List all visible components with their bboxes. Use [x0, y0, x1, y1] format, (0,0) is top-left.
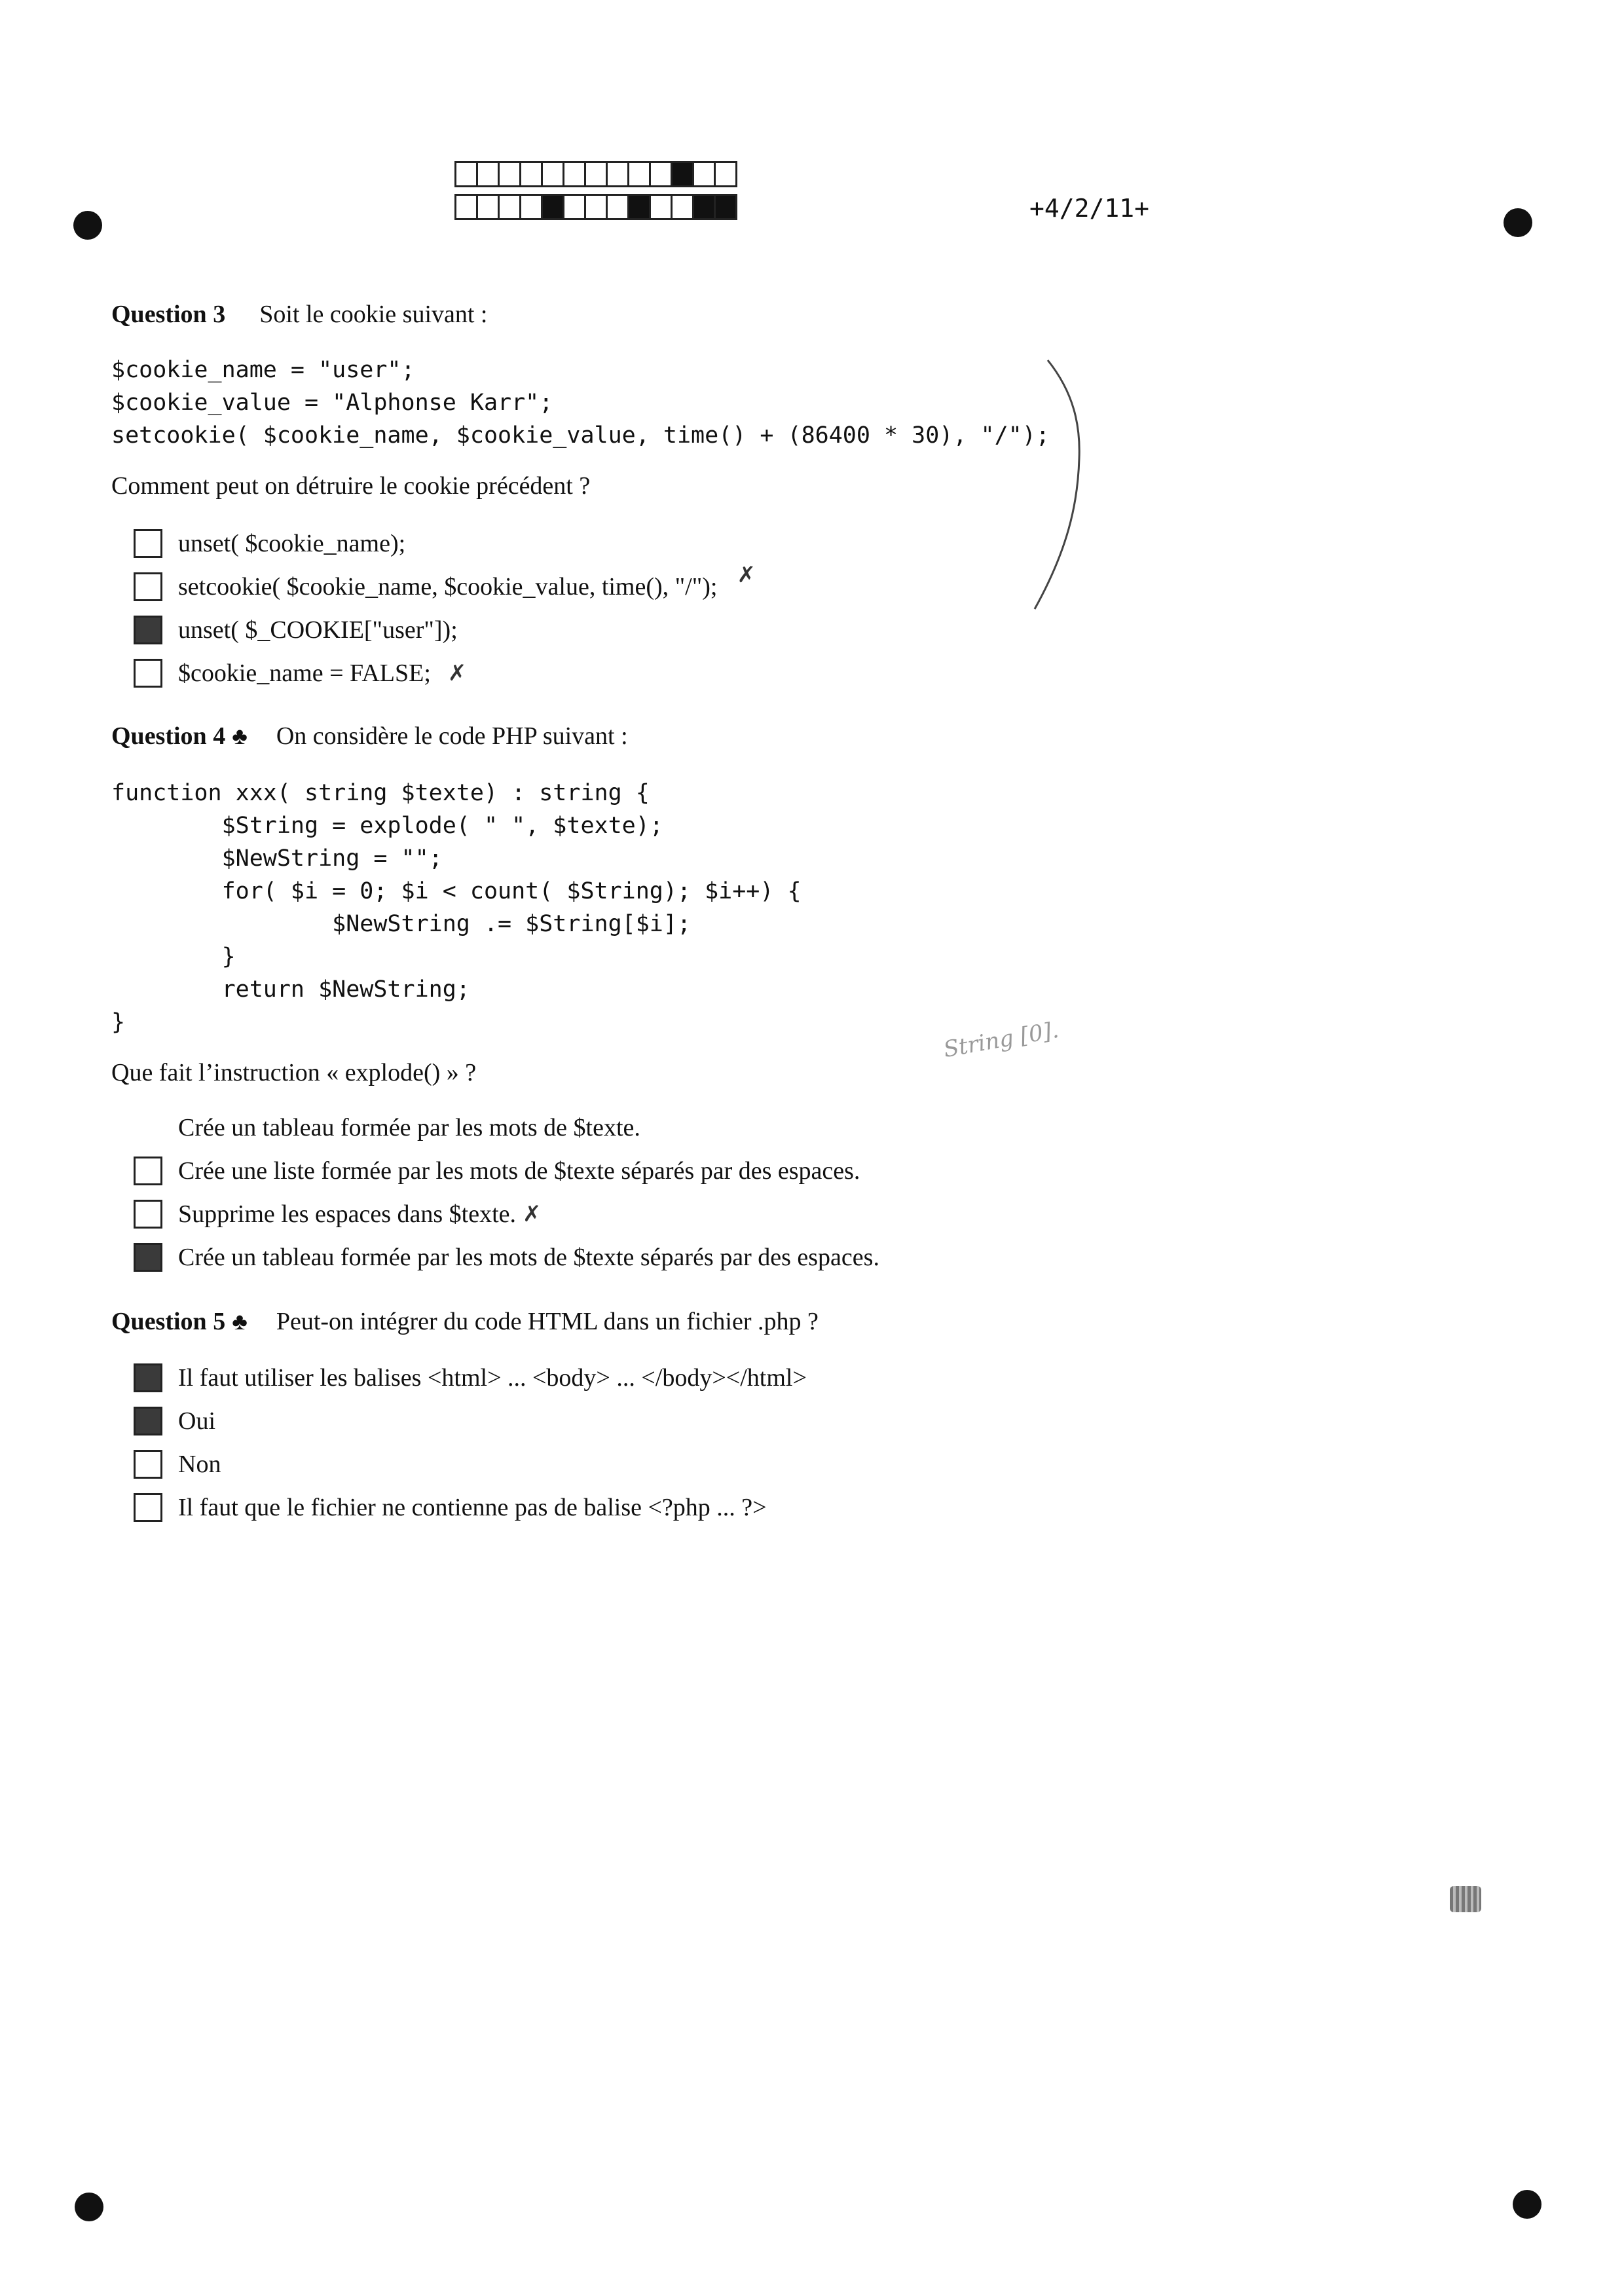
- option-label: $cookie_name = FALSE;: [178, 659, 431, 687]
- question-3-option-3[interactable]: [134, 613, 458, 647]
- barcode-cell-empty: [476, 161, 500, 187]
- option-label: Il faut utiliser les balises <html> ... <body> ... </body></html>: [178, 1364, 807, 1392]
- question-5-option-2[interactable]: [134, 1404, 215, 1438]
- barcode-cell-empty: [649, 161, 673, 187]
- question-5-option-4[interactable]: [134, 1491, 767, 1525]
- question-4-option-4[interactable]: [134, 1240, 879, 1274]
- question-3-option-2[interactable]: [134, 562, 756, 604]
- barcode-cell-empty: [563, 194, 586, 220]
- registration-mark-bottom-right: [1513, 2190, 1541, 2219]
- question-3-option-4[interactable]: [134, 656, 466, 690]
- question-3-header: [111, 300, 488, 329]
- option-label: Crée une liste formée par les mots de $texte séparés par des espaces.: [178, 1157, 860, 1185]
- question-5-title: Question 5: [111, 1308, 226, 1335]
- checkbox[interactable]: [134, 659, 162, 688]
- barcode-cell-empty: [519, 194, 543, 220]
- option-label: unset( $_COOKIE["user"]);: [178, 616, 458, 644]
- checkbox-filled[interactable]: [134, 1363, 162, 1392]
- pencil-scribble-icon: [1450, 1886, 1481, 1912]
- option-label: unset( $cookie_name);: [178, 530, 406, 557]
- question-3-code: $cookie_name = "user"; $cookie_value = "Alphonse Karr"; setcookie( $cookie_name, $cookie_value, time() + (86400 * 30), "/");: [111, 357, 1050, 449]
- question-4-option-3[interactable]: [134, 1197, 542, 1231]
- checkbox[interactable]: [134, 1113, 162, 1142]
- club-icon: ♣: [232, 723, 248, 749]
- question-3-statement: Soit le cookie suivant :: [259, 301, 488, 328]
- barcode-cell-empty: [671, 194, 694, 220]
- barcode-cell-empty: [627, 161, 651, 187]
- question-4-code: function xxx( string $texte) : string { $String = explode( " ", $texte); $NewString = ""; for( $i = 0; $i < count( $String); $i++) { $NewString .= $String[$i]; } return $NewString; }: [111, 780, 802, 1035]
- question-3-option-1[interactable]: [134, 527, 405, 561]
- barcode-cell-empty: [692, 161, 716, 187]
- question-3-prompt: Comment peut on détruire le cookie précédent ?: [111, 472, 591, 500]
- checkbox-filled[interactable]: [134, 1407, 162, 1435]
- registration-mark-top-left: [73, 211, 102, 240]
- question-5-header: [111, 1307, 819, 1336]
- barcode-row: [454, 161, 735, 187]
- handwritten-brace-icon: [1022, 354, 1100, 629]
- question-3-title: Question 3: [111, 301, 226, 328]
- checkbox[interactable]: [134, 1157, 162, 1185]
- barcode-cell-empty: [476, 194, 500, 220]
- page-barcode: [454, 161, 735, 227]
- question-4-header: [111, 722, 628, 750]
- barcode-cell-empty: [541, 161, 564, 187]
- checkbox[interactable]: [134, 529, 162, 558]
- checkbox-filled[interactable]: [134, 1243, 162, 1272]
- barcode-cell-empty: [606, 194, 629, 220]
- question-4-option-1[interactable]: [134, 1111, 640, 1145]
- barcode-cell-filled: [692, 194, 716, 220]
- barcode-cell-filled: [671, 161, 694, 187]
- barcode-cell-empty: [454, 161, 478, 187]
- barcode-cell-empty: [584, 161, 608, 187]
- barcode-cell-filled: [541, 194, 564, 220]
- question-5-option-3[interactable]: [134, 1447, 221, 1481]
- registration-mark-top-right: [1504, 208, 1532, 237]
- barcode-cell-filled: [627, 194, 651, 220]
- question-4-title: Question 4: [111, 722, 226, 750]
- barcode-cell-empty: [498, 161, 521, 187]
- option-label: Non: [178, 1451, 221, 1478]
- barcode-cell-empty: [563, 161, 586, 187]
- option-label: Crée un tableau formée par les mots de $texte séparés par des espaces.: [178, 1244, 879, 1271]
- option-label: Supprime les espaces dans $texte.: [178, 1200, 517, 1228]
- barcode-cell-empty: [498, 194, 521, 220]
- club-icon: ♣: [232, 1308, 248, 1335]
- handwritten-margin-note: String [0].: [941, 1016, 1061, 1064]
- cross-mark-icon: ✗: [737, 562, 756, 588]
- question-5-option-1[interactable]: [134, 1361, 807, 1395]
- option-label: Crée un tableau formée par les mots de $texte.: [178, 1114, 640, 1141]
- barcode-cell-empty: [649, 194, 673, 220]
- checkbox[interactable]: [134, 572, 162, 601]
- checkbox[interactable]: [134, 1450, 162, 1479]
- option-label: Oui: [178, 1407, 215, 1435]
- question-4-prompt: Que fait l’instruction « explode() » ?: [111, 1059, 477, 1086]
- barcode-cell-filled: [714, 194, 737, 220]
- barcode-cell-empty: [584, 194, 608, 220]
- checkbox[interactable]: [134, 1493, 162, 1522]
- barcode-cell-empty: [519, 161, 543, 187]
- option-label: Il faut que le fichier ne contienne pas de balise <?php ... ?>: [178, 1494, 767, 1521]
- barcode-cell-empty: [454, 194, 478, 220]
- question-4-option-2[interactable]: [134, 1154, 860, 1188]
- barcode-cell-empty: [606, 161, 629, 187]
- question-5-statement: Peut-on intégrer du code HTML dans un fichier .php ?: [276, 1308, 819, 1335]
- cross-mark-icon: ✗: [447, 660, 467, 686]
- checkbox[interactable]: [134, 1200, 162, 1229]
- barcode-row: [454, 194, 735, 220]
- registration-mark-bottom-left: [75, 2193, 103, 2221]
- question-4-statement: On considère le code PHP suivant :: [276, 722, 628, 750]
- option-label: setcookie( $cookie_name, $cookie_value, time(), "/");: [178, 573, 718, 601]
- page-id: +4/2/11+: [1029, 194, 1150, 223]
- cross-mark-icon: ✗: [523, 1201, 542, 1227]
- checkbox-filled[interactable]: [134, 616, 162, 644]
- barcode-cell-empty: [714, 161, 737, 187]
